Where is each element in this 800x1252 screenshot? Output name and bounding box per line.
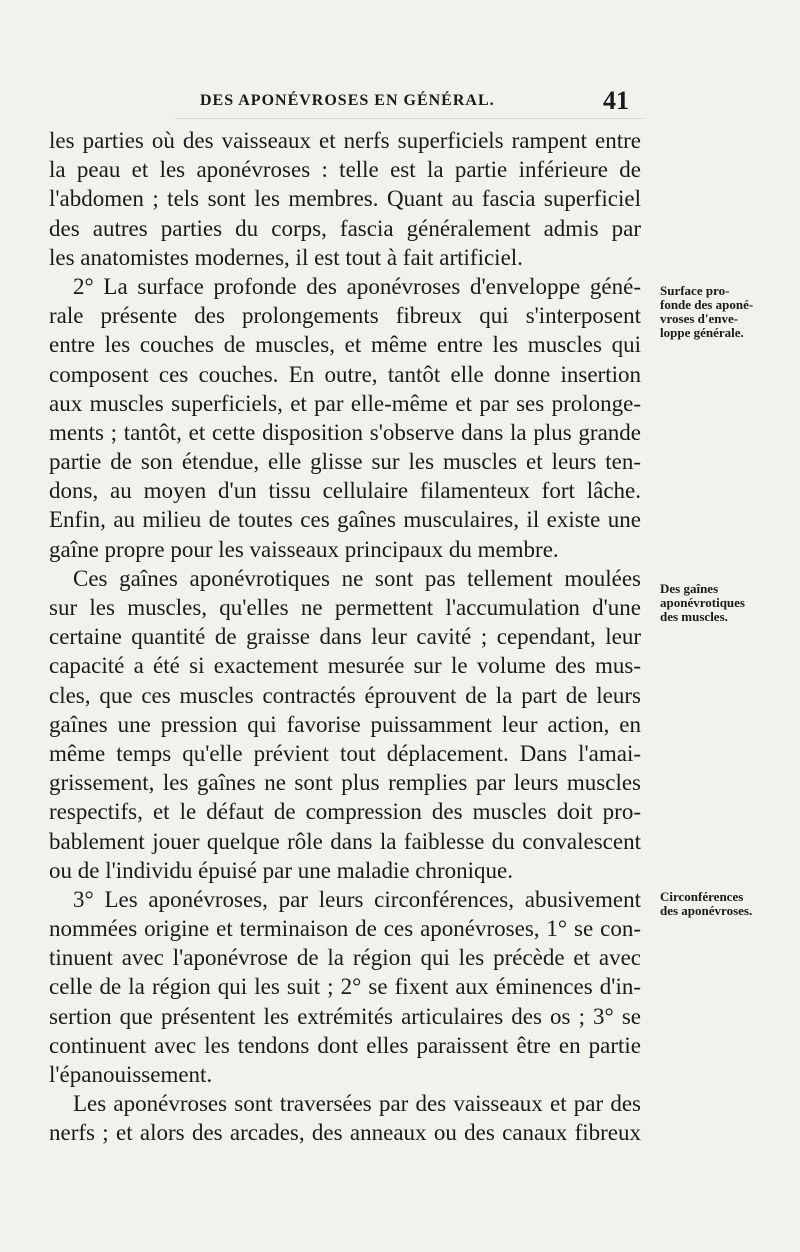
- text-line: l'épanouissement.: [49, 1062, 213, 1087]
- margin-note-surface-profonde: [660, 284, 798, 340]
- header-divider: [175, 118, 645, 119]
- text-line: composent ces couches. En outre, tantôt elle donne insertion: [49, 361, 641, 387]
- text-line: sur les muscles, qu'elles ne permettent l'accumulation d'une: [49, 595, 641, 620]
- text-line: les anatomistes modernes, il est tout à fait artificiel.: [49, 244, 523, 270]
- text-line: sertion que présentent les extrémités articulaires des os ; 3° se: [49, 1003, 641, 1029]
- text-line: respectifs, et le défaut de compression des muscles doit pro-: [49, 799, 641, 825]
- text-line: bablement jouer quelque rôle dans la faiblesse du convalescent: [49, 828, 641, 854]
- text-line: les parties où des vaisseaux et nerfs superficiels rampent entre: [49, 128, 641, 153]
- margin-note-line: loppe générale.: [660, 325, 744, 340]
- text-line: tinuent avec l'aponévrose de la région qui les précède et avec: [49, 945, 641, 971]
- text-line: cles, que ces muscles contractés éprouvent de la part de leurs: [49, 682, 641, 708]
- running-title: DES APONÉVROSES EN GÉNÉRAL.: [200, 92, 495, 109]
- text-line: certaine quantité de graisse dans leur cavité ; cependant, leur: [49, 624, 641, 650]
- text-line: la peau et les aponévroses : telle est la partie inférieure de: [49, 157, 641, 183]
- text-line: ou de l'individu épuisé par une maladie chronique.: [49, 857, 514, 883]
- text-line: gaînes une pression qui favorise puissamment leur action, en: [49, 711, 641, 737]
- margin-note-line: des muscles.: [660, 609, 728, 624]
- text-line: partie de son étendue, elle glisse sur les muscles et leurs ten-: [49, 449, 641, 475]
- margin-note-circonferences: [660, 890, 798, 918]
- text-line: celle de la région qui les suit ; 2° se fixent aux éminences d'in-: [49, 974, 641, 1000]
- text-line: nommées origine et terminaison de ces aponévroses, 1° se con-: [49, 916, 641, 942]
- text-line: ments ; tantôt, et cette disposition s'observe dans la plus grande: [49, 419, 641, 445]
- margin-note-line: fonde des aponé-: [660, 297, 754, 312]
- text-line: continuent avec les tendons dont elles paraissent être en partie: [49, 1032, 641, 1058]
- margin-note-line: Circonférences: [660, 889, 744, 904]
- text-line: entre les couches de muscles, et même entre les muscles qui: [49, 332, 641, 358]
- text-line: des autres parties du corps, fascia généralement admis par: [49, 215, 641, 241]
- text-line: Les aponévroses sont traversées par des vaisseaux et par des: [73, 1091, 641, 1117]
- margin-note-line: Des gaînes: [660, 581, 719, 596]
- margin-note-line: aponévrotiques: [660, 595, 745, 610]
- text-line: gaîne propre pour les vaisseaux principaux du membre.: [49, 536, 559, 562]
- text-line: dons, au moyen d'un tissu cellulaire filamenteux fort lâche.: [49, 478, 641, 504]
- text-line: même temps qu'elle prévient tout déplacement. Dans l'amai-: [49, 740, 641, 766]
- text-line: rale présente des prolongements fibreux qui s'interposent: [49, 303, 641, 329]
- text-line: nerfs ; et alors des arcades, des anneaux ou des canaux fibreux: [49, 1120, 641, 1146]
- margin-note-gaines: [660, 582, 798, 624]
- text-line: grissement, les gaînes ne sont plus remplies par leurs muscles: [49, 770, 641, 796]
- text-line: 3° Les aponévroses, par leurs circonférences, abusivement: [73, 886, 641, 912]
- margin-note-line: vroses d'enve-: [660, 311, 739, 326]
- text-line: aux muscles superficiels, et par elle-même et par ses prolonge-: [49, 390, 641, 416]
- body-text: [49, 126, 641, 1148]
- margin-note-line: des aponévroses.: [660, 903, 753, 918]
- page-number: 41: [603, 86, 629, 115]
- margin-note-line: Surface pro-: [660, 283, 730, 298]
- text-line: Ces gaînes aponévrotiques ne sont pas tellement moulées: [73, 565, 641, 591]
- text-line: l'abdomen ; tels sont les membres. Quant au fascia superficiel: [49, 186, 641, 212]
- text-line: Enfin, au milieu de toutes ces gaînes musculaires, il existe une: [49, 507, 641, 533]
- text-line: 2° La surface profonde des aponévroses d'enveloppe géné-: [73, 273, 641, 299]
- text-line: capacité a été si exactement mesurée sur le volume des mus-: [49, 653, 641, 679]
